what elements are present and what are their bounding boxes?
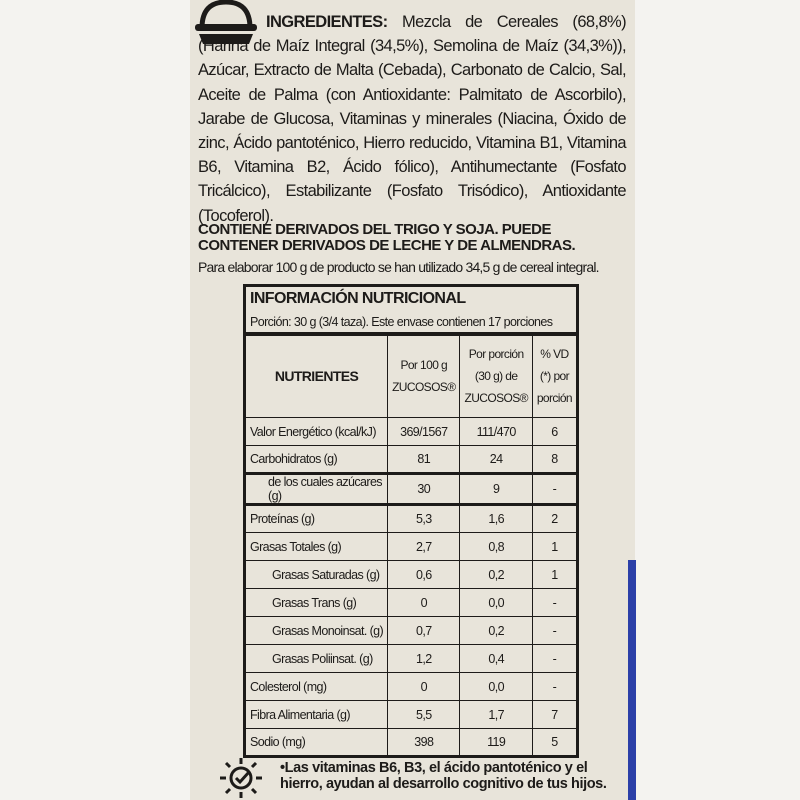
value-per-100g: 81 <box>388 446 460 474</box>
value-vd: 2 <box>532 505 577 533</box>
value-per-100g: 2,7 <box>388 533 460 561</box>
header-per-100g: Por 100 g ZUCOSOS® <box>388 334 460 418</box>
table-header <box>245 334 578 418</box>
value-per-portion: 111/470 <box>460 418 532 446</box>
value-per-100g: 0 <box>388 673 460 701</box>
value-per-portion: 1,7 <box>460 701 532 729</box>
portion-info: Porción: 30 g (3/4 taza). Este envase contienen 17 porciones <box>245 312 578 334</box>
value-per-100g: 0,6 <box>388 561 460 589</box>
nutrient-name: Sodio (mg) <box>245 729 388 757</box>
table-row <box>245 418 578 446</box>
table-row <box>245 533 578 561</box>
footer-text: •Las vitaminas B6, B3, el ácido pantoténico y el hierro, ayudan al desarrollo cognitivo de tus hijos. <box>280 760 607 792</box>
ingredients-text <box>198 10 626 228</box>
ingredients-heading: INGREDIENTES: <box>266 13 388 31</box>
value-vd: - <box>532 645 577 673</box>
value-vd: 6 <box>532 418 577 446</box>
footer-claim <box>218 756 618 800</box>
nutrient-name: Colesterol (mg) <box>245 673 388 701</box>
table-row <box>245 701 578 729</box>
table-row <box>245 474 578 505</box>
header-per-portion: Por porción (30 g) de ZUCOSOS® <box>460 334 532 418</box>
nutrient-name: Valor Energético (kcal/kJ) <box>245 418 388 446</box>
value-vd: - <box>532 673 577 701</box>
nutrition-table <box>243 284 579 758</box>
table-row <box>245 673 578 701</box>
nutrient-name: Grasas Saturadas (g) <box>245 561 388 589</box>
table-row <box>245 617 578 645</box>
nutrient-name: Grasas Monoinsat. (g) <box>245 617 388 645</box>
table-row <box>245 589 578 617</box>
table-row <box>245 505 578 533</box>
value-per-100g: 5,5 <box>388 701 460 729</box>
value-per-100g: 398 <box>388 729 460 757</box>
value-vd: 7 <box>532 701 577 729</box>
nutrient-name: Grasas Trans (g) <box>245 589 388 617</box>
nutrient-name: Grasas Poliinsat. (g) <box>245 645 388 673</box>
value-per-portion: 0,2 <box>460 617 532 645</box>
value-per-portion: 1,6 <box>460 505 532 533</box>
nutrition-title: INFORMACIÓN NUTRICIONAL <box>245 286 578 312</box>
value-vd: 1 <box>532 561 577 589</box>
header-vd: % VD (*) por porción <box>532 334 577 418</box>
table-row <box>245 645 578 673</box>
value-vd: 5 <box>532 729 577 757</box>
value-vd: 8 <box>532 446 577 474</box>
nutrient-name: Fibra Alimentaria (g) <box>245 701 388 729</box>
value-vd: - <box>532 474 577 505</box>
header-nutrients: NUTRIENTES <box>245 334 388 418</box>
table-row <box>245 729 578 757</box>
table-row <box>245 446 578 474</box>
table-row <box>245 561 578 589</box>
value-per-100g: 0,7 <box>388 617 460 645</box>
allergen-warning: CONTIENE DERIVADOS DEL TRIGO Y SOJA. PUEDE CONTENER DERIVADOS DE LECHE Y DE ALMENDRAS. <box>198 221 576 254</box>
value-vd: - <box>532 589 577 617</box>
value-per-portion: 24 <box>460 446 532 474</box>
value-per-portion: 0,0 <box>460 589 532 617</box>
value-per-100g: 30 <box>388 474 460 505</box>
box-edge <box>628 560 636 800</box>
value-per-portion: 0,8 <box>460 533 532 561</box>
nutrient-name: Proteínas (g) <box>245 505 388 533</box>
value-per-portion: 9 <box>460 474 532 505</box>
value-per-100g: 0 <box>388 589 460 617</box>
ingredients-list: Mezcla de Cereales (68,8%) (Harina de Maíz Integral (34,5%), Semolina de Maíz (34,3%)), Azúcar, Extracto de Malta (Cebada), Carbonato de Calcio, Sal, Aceite de Palma (con Antioxidante: Palmitato de Ascorbilo), Jarabe de Glucosa, Vitaminas y minerales (Niacina, Óxido de zinc, Ácido pantoténico, Hierro reducido, Vitamina B1, Vitamina B6, Vitamina B2, Ácido fólico), Antihumectante (Fosfato Tricálcico), Estabilizante (Fosfato Trisódico), Antioxidante (Tocoferol). <box>198 13 626 225</box>
value-per-portion: 0,4 <box>460 645 532 673</box>
whole-grain-note: Para elaborar 100 g de producto se han utilizado 34,5 g de cereal integral. <box>198 259 599 275</box>
value-per-portion: 0,2 <box>460 561 532 589</box>
nutrient-name: Grasas Totales (g) <box>245 533 388 561</box>
value-per-100g: 369/1567 <box>388 418 460 446</box>
nutrient-name: de los cuales azúcares (g) <box>245 474 388 505</box>
value-vd: - <box>532 617 577 645</box>
value-per-portion: 0,0 <box>460 673 532 701</box>
sun-check-icon <box>218 756 264 800</box>
value-per-portion: 119 <box>460 729 532 757</box>
value-per-100g: 5,3 <box>388 505 460 533</box>
value-per-100g: 1,2 <box>388 645 460 673</box>
nutrient-name: Carbohidratos (g) <box>245 446 388 474</box>
value-vd: 1 <box>532 533 577 561</box>
